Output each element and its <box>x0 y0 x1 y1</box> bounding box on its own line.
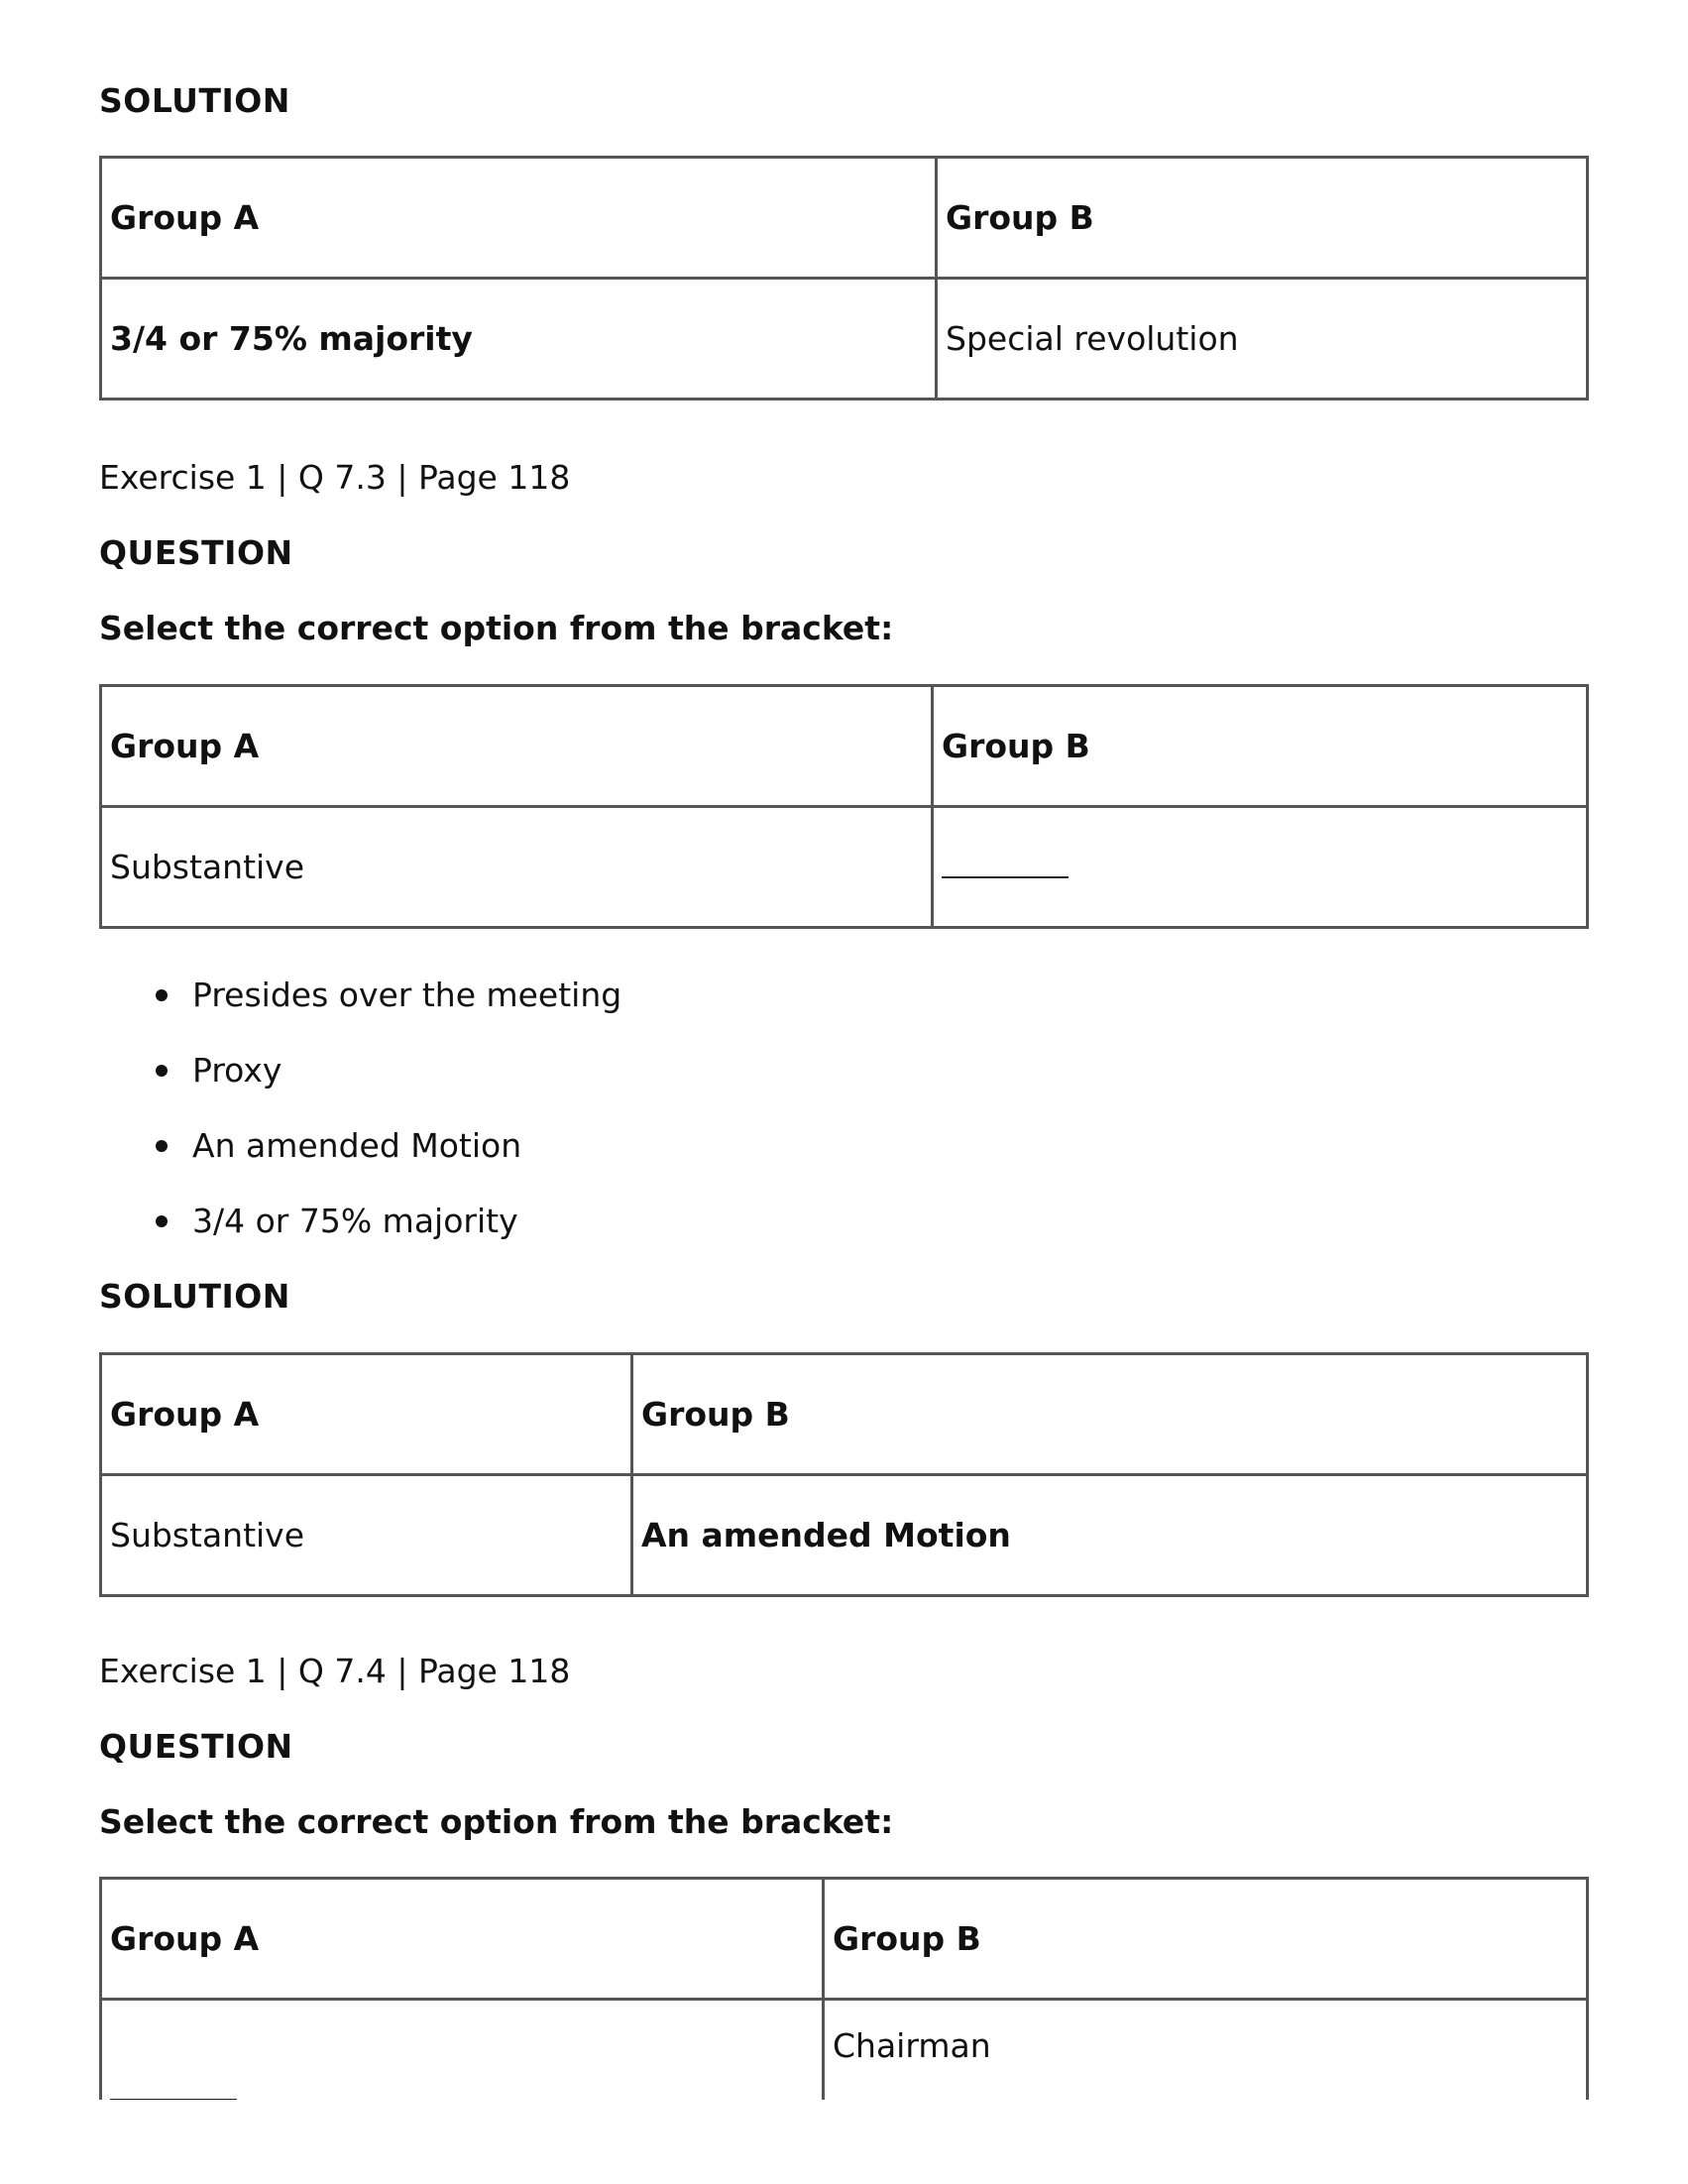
page-bottom-margin <box>0 2100 1688 2184</box>
group-b-cell: Chairman <box>824 2000 1588 2121</box>
table-row <box>101 1475 1588 1596</box>
exercise-reference: Exercise 1 | Q 7.4 | Page 118 <box>99 1652 571 1690</box>
table-header-row <box>101 1879 1588 2000</box>
list-item <box>99 1126 621 1202</box>
list-item <box>99 1202 621 1277</box>
question-heading: QUESTION <box>99 533 293 572</box>
question-heading: QUESTION <box>99 1727 293 1766</box>
option-label: 3/4 or 75% majority <box>192 1202 518 1240</box>
group-a-header: Group A <box>101 686 933 807</box>
group-b-header: Group B <box>632 1354 1588 1475</box>
list-item <box>99 1051 621 1126</box>
question-instruction: Select the correct option from the bracket: <box>99 1802 894 1841</box>
question-instruction: Select the correct option from the bracket: <box>99 609 894 647</box>
table-header-row <box>101 686 1588 807</box>
table-header-row <box>101 1354 1588 1475</box>
group-b-cell: An amended Motion <box>632 1475 1588 1596</box>
options-list <box>99 976 621 1277</box>
question-table <box>99 1877 1589 2122</box>
table-row <box>101 807 1588 928</box>
question-table <box>99 684 1589 929</box>
option-label: Presides over the meeting <box>192 976 622 1014</box>
group-a-header: Group A <box>101 1354 632 1475</box>
table-row <box>101 279 1588 400</box>
answer-blank <box>110 2085 237 2101</box>
group-a-cell: 3/4 or 75% majority <box>101 279 937 400</box>
solution-table <box>99 1352 1589 1597</box>
group-a-cell: Substantive <box>101 807 933 928</box>
answer-blank-cell <box>933 807 1588 928</box>
solution-table <box>99 156 1589 401</box>
bullet-icon <box>156 1065 168 1077</box>
answer-blank <box>942 862 1069 878</box>
bullet-icon <box>156 989 168 1001</box>
table-header-row <box>101 158 1588 279</box>
exercise-reference: Exercise 1 | Q 7.3 | Page 118 <box>99 458 571 497</box>
group-b-header: Group B <box>933 686 1588 807</box>
group-a-cell: Substantive <box>101 1475 632 1596</box>
bullet-icon <box>156 1215 168 1227</box>
bullet-icon <box>156 1140 168 1152</box>
group-b-header: Group B <box>937 158 1588 279</box>
option-label: Proxy <box>192 1051 282 1090</box>
group-b-header: Group B <box>824 1879 1588 2000</box>
group-a-header: Group A <box>101 1879 824 2000</box>
group-a-header: Group A <box>101 158 937 279</box>
list-item <box>99 976 621 1051</box>
group-b-cell: Special revolution <box>937 279 1588 400</box>
option-label: An amended Motion <box>192 1126 522 1165</box>
solution-heading: SOLUTION <box>99 1277 290 1316</box>
solution-heading: SOLUTION <box>99 81 290 120</box>
